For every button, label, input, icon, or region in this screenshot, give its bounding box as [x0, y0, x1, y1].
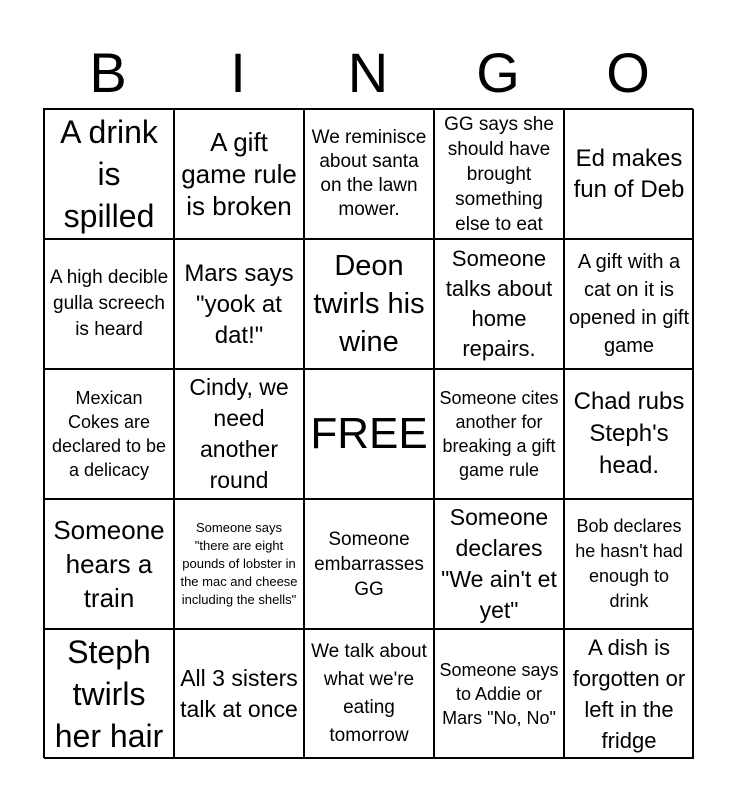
bingo-cell[interactable] — [304, 109, 434, 239]
bingo-cell[interactable] — [174, 629, 304, 759]
header-letter-b: B — [89, 41, 127, 104]
cell-text: GG says she should have brought something else to eat — [444, 113, 554, 235]
header-letter-o: O — [606, 41, 650, 104]
bingo-cell[interactable] — [564, 499, 694, 629]
cell-text: A drink is spilled — [60, 114, 158, 234]
cell-text: Ed makes fun of Deb — [573, 145, 685, 203]
bingo-cell[interactable] — [44, 239, 174, 369]
bingo-cell[interactable] — [304, 239, 434, 369]
bingo-cell[interactable] — [44, 369, 174, 499]
bingo-cell[interactable] — [434, 369, 564, 499]
cell-text: Cindy, we need another round — [189, 374, 289, 493]
bingo-cell[interactable] — [564, 239, 694, 369]
cell-text: A gift game rule is broken — [181, 127, 297, 221]
free-space-text: FREE — [310, 409, 428, 458]
cell-text: Someone declares "We ain't et yet" — [441, 504, 557, 623]
bingo-cell[interactable] — [174, 369, 304, 499]
cell-text: Someone embarrasses GG — [314, 528, 424, 600]
cell-text: Someone says "there are eight pounds of lobster in the mac and cheese including the shells" — [180, 520, 298, 607]
cell-text: Chad rubs Steph's head. — [573, 388, 685, 479]
header-letter-i: I — [230, 41, 246, 104]
cell-text: We reminisce about santa on the lawn mower. — [311, 127, 427, 220]
bingo-cell[interactable] — [434, 629, 564, 759]
cell-text: All 3 sisters talk at once — [180, 665, 298, 722]
bingo-cell[interactable] — [44, 109, 174, 239]
cell-text: A gift with a cat on it is opened in gift game — [568, 251, 690, 357]
bingo-cell[interactable] — [564, 109, 694, 239]
cell-text: Steph twirls her hair — [54, 634, 164, 754]
bingo-cell[interactable] — [44, 499, 174, 629]
bingo-cell[interactable] — [434, 499, 564, 629]
bingo-board — [43, 108, 693, 758]
bingo-header — [43, 38, 693, 108]
free-space[interactable] — [304, 369, 434, 499]
cell-text: We talk about what we're eating tomorrow — [311, 641, 427, 746]
bingo-cell[interactable] — [174, 109, 304, 239]
bingo-cell[interactable] — [304, 629, 434, 759]
bingo-cell[interactable] — [434, 239, 564, 369]
cell-text: Someone says to Addie or Mars "No, No" — [439, 660, 559, 728]
cell-text: Bob declares he hasn't had enough to drink — [575, 516, 683, 611]
header-letter-g: G — [476, 41, 520, 104]
cell-text: A high decible gulla screech is heard — [49, 267, 169, 340]
bingo-cell[interactable] — [434, 109, 564, 239]
bingo-cell[interactable] — [564, 629, 694, 759]
cell-text: Mars says "yook at dat!" — [184, 259, 294, 349]
bingo-cell[interactable] — [564, 369, 694, 499]
cell-text: A dish is forgotten or left in the fridge — [572, 635, 686, 753]
cell-text: Someone talks about home repairs. — [445, 246, 553, 361]
bingo-cell[interactable] — [304, 499, 434, 629]
bingo-cell[interactable] — [44, 629, 174, 759]
bingo-cell[interactable] — [174, 499, 304, 629]
cell-text: Mexican Cokes are declared to be a delicacy — [51, 388, 167, 480]
cell-text: Deon twirls his wine — [313, 250, 425, 358]
header-letter-n: N — [347, 41, 389, 104]
cell-text: Someone cites another for breaking a gift game rule — [439, 388, 559, 480]
cell-text: Someone hears a train — [53, 515, 165, 613]
bingo-cell[interactable] — [174, 239, 304, 369]
